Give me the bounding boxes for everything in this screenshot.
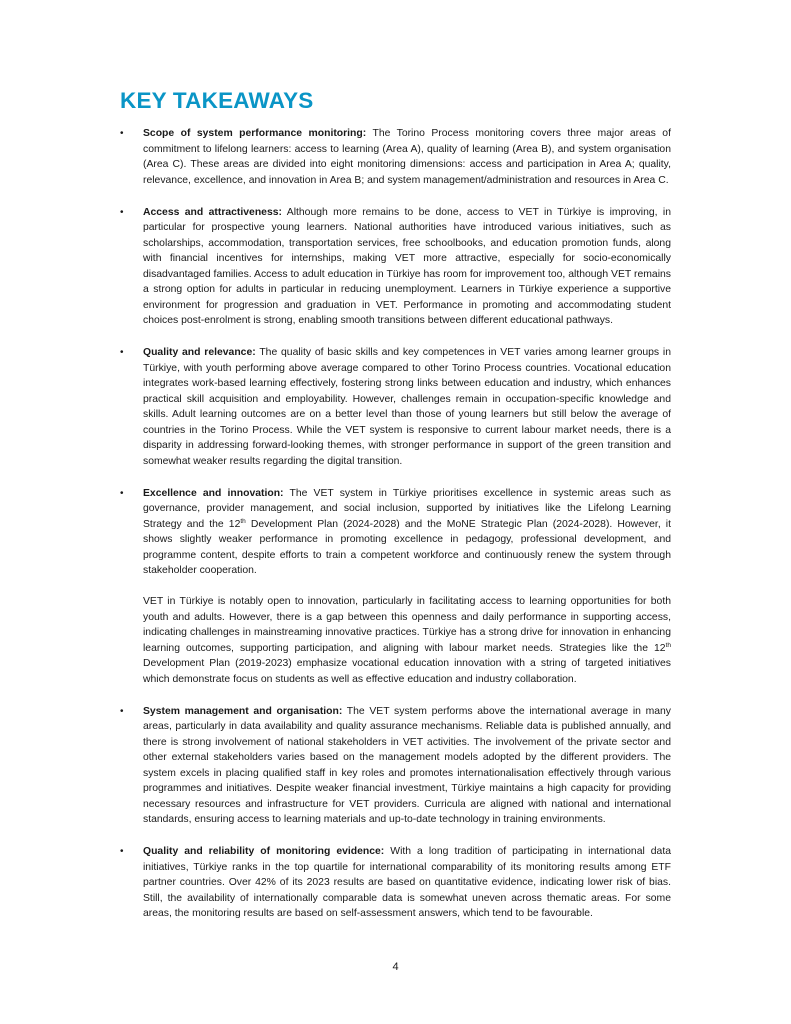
takeaways-list xyxy=(120,126,671,939)
superscript: th xyxy=(240,517,246,525)
list-item-monitoring-evidence xyxy=(120,844,671,922)
item-text: The VET system in Türkiye prioritises excellence in systemic areas such as governance, provider management, and social inclusion, supported by initiatives like the Lifelong Learning Strategy and the 12 xyxy=(143,487,672,530)
item-paragraph xyxy=(143,486,671,579)
item-lead: Scope of system performance monitoring: xyxy=(143,128,367,139)
item-lead: Excellence and innovation: xyxy=(143,487,284,499)
bullet-icon: • xyxy=(120,347,124,359)
item-text: The VET system performs above the international average in many areas, particularly in data availability and quality assurance mechanisms. Reliable data is published annually, and there is strong involvement of national stakeholders in VET activities. The involvement of the private sector and other external stakeholders varies based on the management models adopted by the different providers. The system excels in placing qualified staff in key roles and promotes internationalisation effectively through various programmes and initiatives. Despite weaker financial investment, Türkiye maintains a high capacity for providing necessary resources and infrastructure for VET providers. Curricula are aligned with national and international standards, ensuring access to learning materials and up-to-date technology in training environments. xyxy=(143,705,671,826)
bullet-icon: • xyxy=(120,846,124,858)
item-text: Although more remains to be done, access to VET in Türkiye is improving, in particular for prospective young learners. National authorities have introduced various initiatives, such as scholarships, accommodation, transportation services, free schoolbooks, and education promotion funds, along with financial incentives for internships, making VET more attractive, especially for socio-economically disadvantaged families. Access to adult education in Türkiye has room for improvement too, although VET remains a strong option for adults in particular in reducing unemployment. Learners in Türkiye experience a supportive environment for progression and graduation in VET. Performance in promoting and accommodating student choices post-enrolment is strong, enabling smooth transitions between different educational pathways. xyxy=(143,206,671,327)
item-text: Development Plan (2019-2023) emphasize vocational education innovation with a string of targeted initiatives which demonstrate focus on students as well as effective education and industry collaboration. xyxy=(143,658,671,685)
page-heading: KEY TAKEAWAYS xyxy=(120,88,314,113)
item-paragraph xyxy=(143,126,671,188)
item-lead: System management and organisation: xyxy=(143,705,343,717)
item-paragraph xyxy=(143,704,671,828)
item-lead: Access and attractiveness: xyxy=(143,206,282,218)
item-paragraph xyxy=(143,844,671,922)
item-paragraph-2 xyxy=(143,594,671,687)
list-item-access xyxy=(120,205,671,329)
item-lead: Quality and reliability of monitoring evidence: xyxy=(143,846,385,858)
item-text: The Torino Process monitoring covers three major areas of commitment to lifelong learners: access to learning (Area A), quality of learning (Area B), and system organisation (Area C). These areas are divided into eight monitoring dimensions: access and participation in Area A; quality, relevance, excellence, and innovation in Area B; and system management/administration and resources in Area C. xyxy=(143,128,671,186)
bullet-icon: • xyxy=(120,128,124,139)
page-number: 4 xyxy=(392,961,399,973)
item-text: Development Plan (2024-2028) and the MoNE Strategic Plan (2024-2028). However, it shows slightly weaker performance in promoting excellence in pedagogy, professional development, and programme content, despite efforts to train a competent workforce and continuously renew the system through stakeholder cooperation. xyxy=(143,518,672,577)
item-text: VET in Türkiye is notably open to innovation, particularly in facilitating access to learning opportunities for both youth and adults. However, there is a gap between this openness and daily performance in supporting access, indicating challenges in mainstreaming innovative practices. Türkiye has a strong drive for innovation in enhancing learning outcomes, supporting participation, and aligning with labour market needs. Strategies like the 12 xyxy=(143,596,671,654)
list-item-scope xyxy=(120,126,671,188)
item-text: The quality of basic skills and key competences in VET varies among learner groups in Türkiye, with youth performing above average compared to other Torino Process countries. Vocational education integrates work-based learning effectively, fostering strong links between education and industry, which enhances practical skill acquisition and employability. However, challenges remain in occupation-specific knowledge and skills. Adult learning outcomes are on a better level than those of young learners but still below the average of countries in the Torino Process. While the VET system is responsive to current labour market needs, there is a disparity in addressing forward-looking themes, with stronger performance in support of the green transition and somewhat weaker results regarding the digital transition. xyxy=(143,347,671,467)
list-item-quality xyxy=(120,345,671,469)
item-paragraph xyxy=(143,345,671,469)
superscript: th xyxy=(665,641,671,649)
item-lead: Quality and relevance: xyxy=(143,347,256,359)
list-item-excellence xyxy=(120,486,671,688)
bullet-icon: • xyxy=(120,206,124,218)
item-paragraph xyxy=(143,205,671,329)
bullet-icon: • xyxy=(120,487,124,499)
list-item-system-management xyxy=(120,704,671,828)
item-text: With a long tradition of participating in international data initiatives, Türkiye ranks in the top quartile for international comparability of its monitoring results among ETF partner countries. Over 42% of its 2023 results are based on quantitative evidence, indicating lower risk of bias. Still, the availability of internationally comparable data is somewhat uneven across thematic areas. For some areas, the monitoring results are based on self-assessment answers, which tend to be favourable. xyxy=(143,846,671,920)
bullet-icon: • xyxy=(120,705,124,717)
